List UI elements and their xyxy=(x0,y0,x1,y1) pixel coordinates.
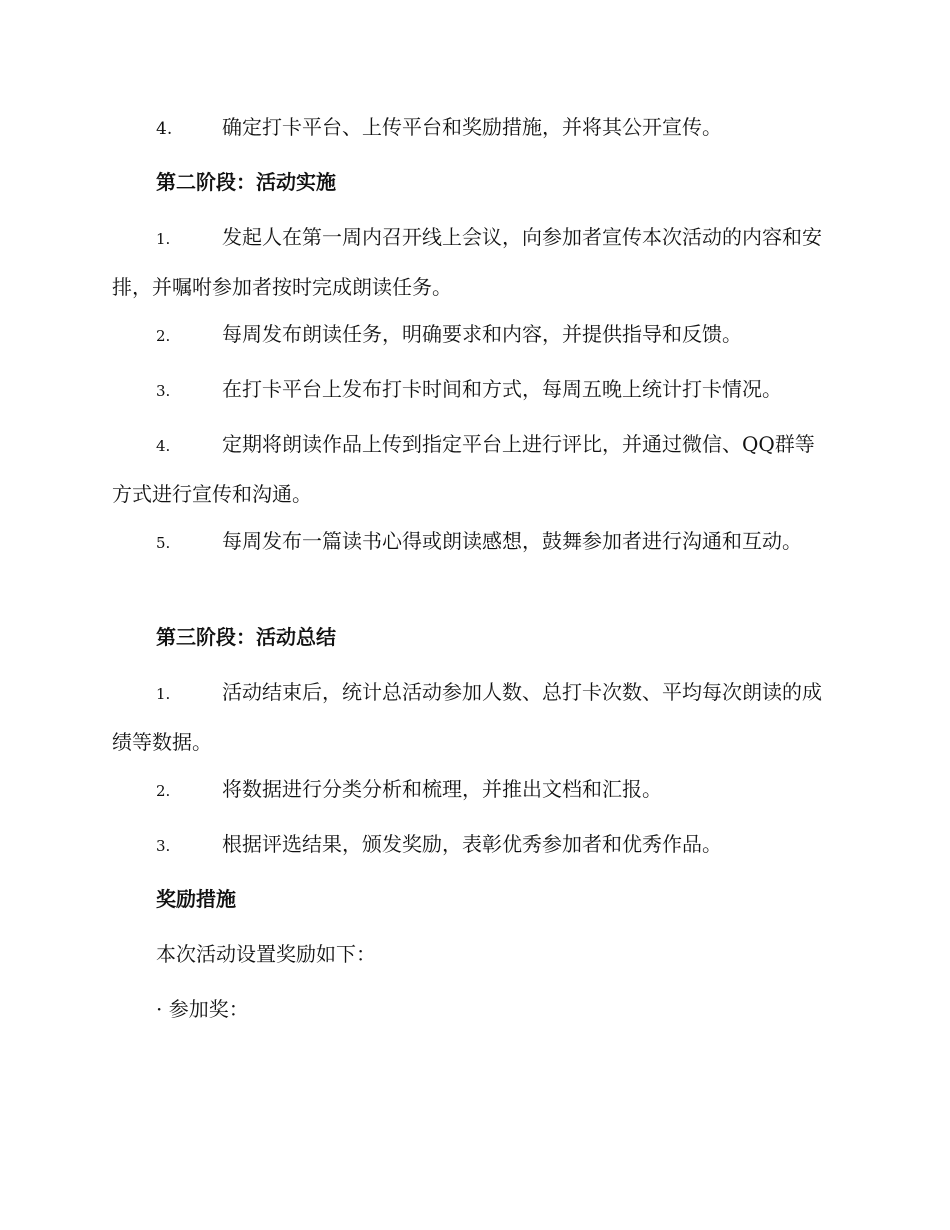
reward-bullet-participation: · 参加奖： xyxy=(156,997,249,1021)
list-text: 确定打卡平台、上传平台和奖励措施，并将其公开宣传。 xyxy=(222,115,722,139)
section-heading-rewards: 奖励措施 xyxy=(156,887,236,911)
list-text: 定期将朗读作品上传到指定平台上进行评比，并通过微信、QQ群等方式进行宣传和沟通。 xyxy=(112,432,815,506)
list-text: 每周发布朗读任务，明确要求和内容，并提供指导和反馈。 xyxy=(222,322,742,346)
list-item xyxy=(112,668,834,766)
list-item xyxy=(112,310,834,360)
list-text: 发起人在第一周内召开线上会议，向参加者宣传本次活动的内容和安排，并嘱咐参加者按时完成朗读任务。 xyxy=(112,225,822,299)
list-text: 根据评选结果，颁发奖励，表彰优秀参加者和优秀作品。 xyxy=(222,832,722,856)
list-item xyxy=(112,213,834,311)
list-number: 3. xyxy=(156,837,171,855)
list-item xyxy=(112,365,834,415)
list-text: 每周发布一篇读书心得或朗读感想，鼓舞参加者进行沟通和互动。 xyxy=(222,529,802,553)
list-item xyxy=(112,820,834,870)
list-text: 将数据进行分类分析和梳理，并推出文档和汇报。 xyxy=(222,777,662,801)
list-item xyxy=(112,765,834,815)
list-item xyxy=(112,517,834,567)
list-number: 4. xyxy=(156,437,171,455)
list-item xyxy=(112,420,834,518)
list-number: 2. xyxy=(156,327,171,345)
list-number: 1. xyxy=(156,685,171,703)
list-number: 5. xyxy=(156,534,171,552)
list-number: 2. xyxy=(156,782,171,800)
section-heading-stage3: 第三阶段：活动总结 xyxy=(156,625,336,649)
list-item xyxy=(112,103,834,153)
list-text: 在打卡平台上发布打卡时间和方式，每周五晚上统计打卡情况。 xyxy=(222,377,782,401)
list-number: 1. xyxy=(156,230,171,248)
list-number: 4. xyxy=(156,119,173,139)
section-heading-stage2: 第二阶段：活动实施 xyxy=(156,170,336,194)
reward-intro: 本次活动设置奖励如下： xyxy=(156,942,376,966)
list-text: 活动结束后，统计总活动参加人数、总打卡次数、平均每次朗读的成绩等数据。 xyxy=(112,680,822,754)
list-number: 3. xyxy=(156,382,171,400)
